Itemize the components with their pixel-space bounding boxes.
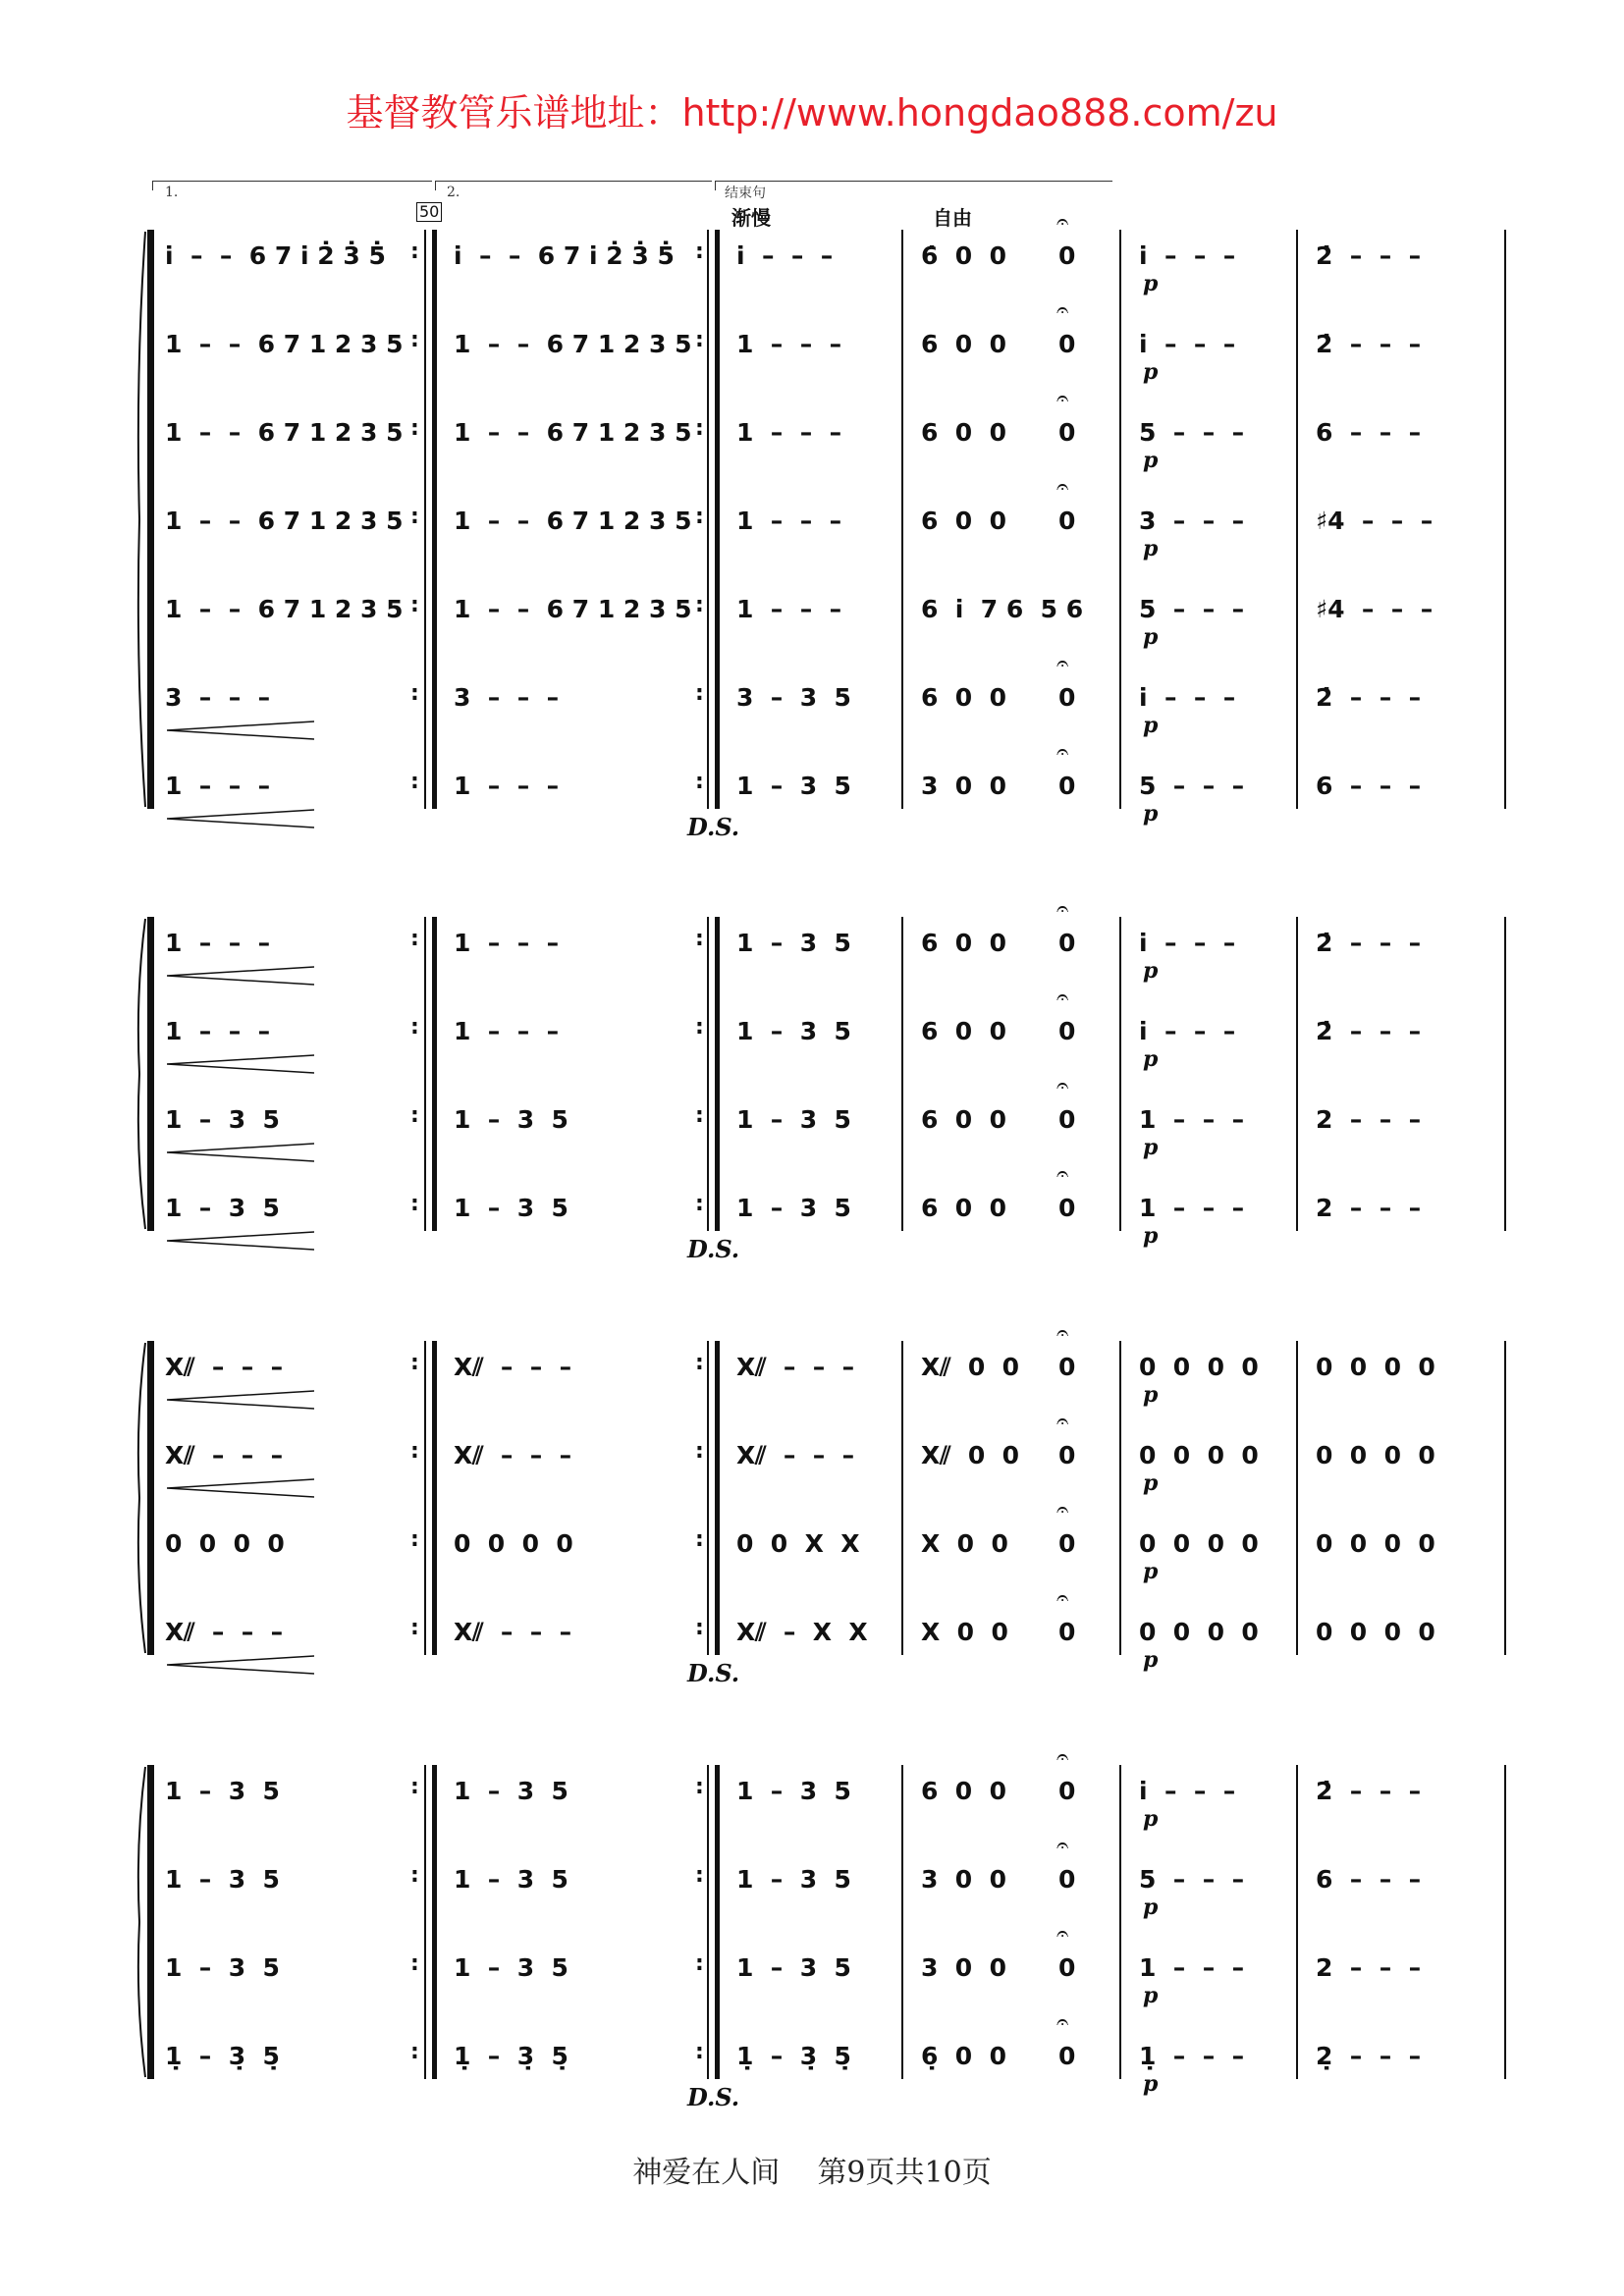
repeat-dots: : (410, 1439, 419, 1464)
repeat-dots: : (410, 1863, 419, 1888)
ending-1-label: 1. (165, 185, 179, 200)
note-cell: 3 0 0 (921, 772, 1006, 800)
fermata-icon: 𝄐 (1056, 986, 1069, 1010)
note-cell: 3 – – – (454, 683, 560, 712)
dynamic-p: p (1143, 1983, 1159, 2008)
note-cell: 0 0 0 0 (1139, 1441, 1259, 1469)
note-cell: 2̇ – – – (1316, 683, 1422, 712)
note-cell: 1 – – 6 7 1 2 3 5 (454, 418, 692, 447)
note-cell: 1 – 3 5 (165, 1865, 280, 1894)
note-cell: 1 – – – (736, 330, 842, 358)
note-cell: 1 – 3 5 (736, 772, 851, 800)
note-cell: 1 – 3 5 (165, 1953, 280, 1982)
crescendo-hairpin (167, 809, 314, 828)
note-cell: 1 – – 6 7 1 2 3 5 (454, 595, 692, 623)
barline (152, 230, 154, 809)
repeat-dots: : (695, 416, 704, 441)
barline (1296, 917, 1298, 1231)
note-cell: X⫽ – X X (736, 1618, 868, 1646)
fermata-note: 0 (1058, 1953, 1076, 1982)
fermata-note: 0 (1058, 1529, 1076, 1558)
note-cell: X⫽ – – – (454, 1618, 572, 1646)
note-cell: 1 – – – (1139, 1194, 1245, 1222)
fermata-note: 0 (1058, 929, 1076, 957)
note-cell: 0 0 0 0 (1139, 1618, 1259, 1646)
measure-number: 50 (416, 202, 442, 222)
system-left-bar (147, 1341, 152, 1655)
tempo-free: 自由 (933, 206, 972, 230)
dynamic-p: p (1143, 2071, 1159, 2097)
dynamic-p: p (1143, 1895, 1159, 1920)
note-cell: 5 – – – (1139, 1865, 1245, 1894)
note-cell: 0 0 0 0 (165, 1529, 285, 1558)
repeat-dots: : (410, 927, 419, 951)
note-cell: 6 0 0 (921, 1105, 1006, 1134)
crescendo-hairpin (167, 721, 314, 740)
note-cell: 0 0 X X (736, 1529, 860, 1558)
note-cell: 1 – – 6 7 1 2 3 5 (165, 418, 404, 447)
note-cell: 0 0 0 0 (1139, 1529, 1259, 1558)
dynamic-p: p (1143, 1647, 1159, 1673)
note-cell: X⫽ – – – (165, 1618, 284, 1646)
dynamic-p: p (1143, 1559, 1159, 1584)
repeat-dots: : (695, 505, 704, 529)
repeat-dots: : (695, 1015, 704, 1040)
repeat-dots: : (695, 1192, 704, 1216)
barline (715, 230, 720, 809)
note-cell: 6 0 0 (921, 929, 1006, 957)
note-cell: 3 0 0 (921, 1865, 1006, 1894)
fermata-note: 0 (1058, 683, 1076, 712)
barline (152, 1765, 154, 2079)
note-cell: 1 – 3 5 (736, 929, 851, 957)
note-cell: X⫽ 0 0 (921, 1353, 1020, 1381)
footer-page: 第9页共10页 (817, 2156, 992, 2190)
barline (901, 230, 903, 809)
note-cell: 6 0 0 (921, 507, 1006, 535)
footer-title: 神爱在人间 (632, 2156, 781, 2190)
fermata-note: 0 (1058, 1194, 1076, 1222)
note-cell: 1 – 3 5 (454, 1105, 568, 1134)
repeat-dots: : (410, 1192, 419, 1216)
note-cell: 1 – 3 5 (454, 1953, 568, 1982)
note-cell: i̇ – – – (1139, 1017, 1236, 1045)
repeat-dots: : (695, 1863, 704, 1888)
note-cell: 6 – – – (1316, 418, 1422, 447)
barline (424, 1341, 426, 1655)
dynamic-p: p (1143, 536, 1159, 561)
note-cell: 2̣ – – – (1316, 2042, 1422, 2070)
ds-label: D.S. (687, 1659, 740, 1687)
barline (1119, 230, 1121, 809)
note-cell: X⫽ 0 0 (921, 1441, 1020, 1469)
note-cell: 1̣ – – – (1139, 2042, 1245, 2070)
dynamic-p: p (1143, 1382, 1159, 1408)
note-cell: 5 – – – (1139, 772, 1245, 800)
repeat-dots: : (410, 1616, 419, 1640)
fermata-note: 0 (1058, 1105, 1076, 1134)
barline (715, 917, 720, 1231)
system-left-bar (147, 917, 152, 1231)
repeat-dots: : (410, 416, 419, 441)
crescendo-hairpin (167, 1478, 314, 1498)
note-cell: 3 – – – (1139, 507, 1245, 535)
note-cell: 2̇ – – – (1316, 1017, 1422, 1045)
note-cell: ♯4 – – – (1316, 507, 1434, 535)
dynamic-p: p (1143, 359, 1159, 385)
repeat-dots: : (695, 1439, 704, 1464)
note-cell: 2 – – – (1316, 1953, 1422, 1982)
note-cell: 1 – 3 5 (736, 1105, 851, 1134)
system-left-bar (147, 230, 152, 809)
note-cell: 6 0 0 (921, 330, 1006, 358)
footer (0, 2148, 1624, 2191)
repeat-dots: : (695, 328, 704, 352)
fermata-note: 0 (1058, 1017, 1076, 1045)
barline (432, 1765, 437, 2079)
dynamic-p: p (1143, 1046, 1159, 1072)
repeat-dots: : (695, 770, 704, 794)
fermata-icon: 𝄐 (1056, 210, 1069, 235)
note-cell: 1 – 3 5 (454, 1194, 568, 1222)
note-cell: 1 – 3 5 (736, 1017, 851, 1045)
repeat-dots: : (410, 1527, 419, 1552)
dynamic-p: p (1143, 1470, 1159, 1496)
note-cell: 1 – – 6 7 1 2 3 5 (454, 330, 692, 358)
header-link[interactable]: 基督教管乐谱地址：http://www.hongdao888.com/zu (346, 91, 1278, 134)
note-cell: 1 – – – (165, 929, 271, 957)
repeat-dots: : (695, 681, 704, 706)
fermata-note: 0 (1058, 418, 1076, 447)
system-brace (132, 917, 147, 1231)
note-cell: 0 0 0 0 (1316, 1353, 1435, 1381)
fermata-note: 0 (1058, 1777, 1076, 1805)
barline (901, 917, 903, 1231)
repeat-dots: : (410, 770, 419, 794)
barline (1296, 1341, 1298, 1655)
fermata-icon: 𝄐 (1056, 2010, 1069, 2035)
note-cell: 1̣ – 3̣ 5̣ (454, 2042, 568, 2070)
barline (1119, 1765, 1121, 2079)
dynamic-p: p (1143, 624, 1159, 650)
crescendo-hairpin (167, 1143, 314, 1162)
repeat-dots: : (695, 1616, 704, 1640)
fermata-icon: 𝄐 (1056, 1321, 1069, 1346)
barline (707, 230, 709, 809)
note-cell: 1 – – 6 7 1 2 3 5 (165, 595, 404, 623)
note-cell: 1 – – – (1139, 1105, 1245, 1134)
note-cell: 1 – 3 5 (165, 1105, 280, 1134)
ds-label: D.S. (687, 813, 740, 841)
note-cell: X⫽ – – – (165, 1441, 284, 1469)
note-cell: 1̣ – 3̣ 5̣ (736, 2042, 851, 2070)
dynamic-p: p (1143, 1223, 1159, 1249)
barline (432, 1341, 437, 1655)
barline (901, 1765, 903, 2079)
barline (1296, 230, 1298, 809)
fermata-note: 0 (1058, 772, 1076, 800)
barline (707, 1765, 709, 2079)
fermata-note: 0 (1058, 1353, 1076, 1381)
barline (1296, 1765, 1298, 2079)
ds-label: D.S. (687, 1235, 740, 1263)
crescendo-hairpin (167, 966, 314, 986)
barline (1119, 917, 1121, 1231)
note-cell: i̇ – – – (1139, 683, 1236, 712)
note-cell: 6 – – – (1316, 1865, 1422, 1894)
dynamic-p: p (1143, 1135, 1159, 1160)
barline (901, 1341, 903, 1655)
fermata-icon: 𝄐 (1056, 1410, 1069, 1434)
note-cell: 0 0 0 0 (1139, 1353, 1259, 1381)
barline (1119, 1341, 1121, 1655)
fermata-note: 0 (1058, 1441, 1076, 1469)
note-cell: 0 0 0 0 (1316, 1529, 1435, 1558)
note-cell: i̇ – – – (1139, 241, 1236, 270)
fermata-icon: 𝄐 (1056, 1586, 1069, 1611)
repeat-dots: : (410, 593, 419, 617)
note-cell: i̇ – – – (1139, 1777, 1236, 1805)
fermata-icon: 𝄐 (1056, 652, 1069, 676)
note-cell: X⫽ – – – (454, 1353, 572, 1381)
barline (715, 1765, 720, 2079)
system-brace (132, 1765, 147, 2079)
note-cell: 1 – 3 5 (736, 1777, 851, 1805)
fermata-icon: 𝄐 (1056, 1922, 1069, 1947)
note-cell: 3 0 0 (921, 1953, 1006, 1982)
ds-label: D.S. (687, 2083, 740, 2111)
fermata-icon: 𝄐 (1056, 298, 1069, 323)
dynamic-p: p (1143, 271, 1159, 296)
repeat-dots: : (695, 2040, 704, 2064)
note-cell: 1 – 3 5 (454, 1777, 568, 1805)
note-cell: 6̣ 0 0 (921, 2042, 1006, 2070)
fermata-icon: 𝄐 (1056, 475, 1069, 500)
note-cell: i̇ – – 6 7 i̇ 2̇ 3̇ 5̇ (454, 241, 675, 270)
note-cell: 6 – – – (1316, 772, 1422, 800)
note-cell: 2̇ – – – (1316, 241, 1422, 270)
fermata-note: 0 (1058, 330, 1076, 358)
fermata-icon: 𝄐 (1056, 1745, 1069, 1770)
dynamic-p: p (1143, 448, 1159, 473)
repeat-dots: : (410, 240, 419, 264)
note-cell: 1 – 3 5 (736, 1865, 851, 1894)
repeat-dots: : (695, 1527, 704, 1552)
note-cell: X⫽ – – – (736, 1353, 855, 1381)
barline (432, 230, 437, 809)
barline (152, 917, 154, 1231)
fermata-note: 0 (1058, 2042, 1076, 2070)
barline (715, 1341, 720, 1655)
note-cell: 1 – – – (165, 1017, 271, 1045)
repeat-dots: : (695, 927, 704, 951)
note-cell: 1 – 3 5 (165, 1777, 280, 1805)
fermata-icon: 𝄐 (1056, 897, 1069, 922)
barline (1504, 917, 1506, 1231)
crescendo-hairpin (167, 1231, 314, 1251)
note-cell: i̇ – – – (1139, 330, 1236, 358)
fermata-icon: 𝄐 (1056, 1074, 1069, 1098)
note-cell: 2 – – – (1316, 1105, 1422, 1134)
system-brace (132, 230, 147, 809)
dynamic-p: p (1143, 801, 1159, 827)
note-cell: X⫽ – – – (454, 1441, 572, 1469)
note-cell: ♯4 – – – (1316, 595, 1434, 623)
fermata-note: 0 (1058, 241, 1076, 270)
fermata-note: 0 (1058, 1865, 1076, 1894)
note-cell: 1 – 3 5 (736, 1194, 851, 1222)
crescendo-hairpin (167, 1390, 314, 1410)
fermata-icon: 𝄐 (1056, 1498, 1069, 1522)
fermata-note: 0 (1058, 1618, 1076, 1646)
crescendo-hairpin (167, 1054, 314, 1074)
note-cell: 1 – – 6 7 1 2 3 5 (165, 330, 404, 358)
note-cell: 1 – – – (736, 507, 842, 535)
note-cell: X 0 0 (921, 1529, 1008, 1558)
barline (424, 230, 426, 809)
barline (707, 1341, 709, 1655)
repeat-dots: : (695, 593, 704, 617)
note-cell: 6̇ 0 0 (921, 241, 1006, 270)
note-cell: 6 0 0 (921, 1777, 1006, 1805)
note-cell: 1 – – – (736, 418, 842, 447)
fermata-icon: 𝄐 (1056, 1162, 1069, 1187)
note-cell: X 0 0 (921, 1618, 1008, 1646)
note-cell: X⫽ – – – (736, 1441, 855, 1469)
tempo-rit: 渐慢 (731, 206, 771, 230)
note-cell: 3 – – – (165, 683, 271, 712)
note-cell: 3 – 3 5 (736, 683, 851, 712)
system-brace (132, 1341, 147, 1655)
fermata-note: 0 (1058, 507, 1076, 535)
note-cell: 6 i̇ 7 6 5 6 (921, 595, 1084, 623)
repeat-dots: : (410, 1103, 419, 1128)
fermata-icon: 𝄐 (1056, 1834, 1069, 1858)
note-cell: i̇ – – 6 7 i̇ 2̇ 3̇ 5̇ (165, 241, 386, 270)
note-cell: i̇ – – – (1139, 929, 1236, 957)
repeat-dots: : (695, 1951, 704, 1976)
note-cell: 1 – – 6 7 1 2 3 5 (165, 507, 404, 535)
note-cell: 1 – – – (736, 595, 842, 623)
note-cell: 1 – – – (454, 772, 560, 800)
note-cell: 2̇ – – – (1316, 929, 1422, 957)
note-cell: 0 0 0 0 (1316, 1618, 1435, 1646)
repeat-dots: : (410, 1015, 419, 1040)
barline (152, 1341, 154, 1655)
note-cell: 0 0 0 0 (1316, 1441, 1435, 1469)
repeat-dots: : (695, 240, 704, 264)
ending-2-label: 2. (447, 185, 460, 200)
repeat-dots: : (410, 681, 419, 706)
repeat-dots: : (695, 1103, 704, 1128)
repeat-dots: : (410, 1351, 419, 1375)
note-cell: 6 0 0 (921, 683, 1006, 712)
note-cell: 1̣ – 3̣ 5̣ (165, 2042, 280, 2070)
note-cell: 1 – 3 5 (736, 1953, 851, 1982)
note-cell: 1 – – 6 7 1 2 3 5 (454, 507, 692, 535)
crescendo-hairpin (167, 1655, 314, 1675)
note-cell: X⫽ – – – (165, 1353, 284, 1381)
note-cell: 2̇ – – – (1316, 330, 1422, 358)
note-cell: 1 – – – (454, 929, 560, 957)
note-cell: 0 0 0 0 (454, 1529, 573, 1558)
note-cell: 2̇ – – – (1316, 1777, 1422, 1805)
barline (1504, 230, 1506, 809)
barline (424, 1765, 426, 2079)
note-cell: 1 – 3 5 (454, 1865, 568, 1894)
repeat-dots: : (410, 328, 419, 352)
note-cell: 1 – 3 5 (165, 1194, 280, 1222)
note-cell: 6 0 0 (921, 1017, 1006, 1045)
note-cell: 1 – – – (1139, 1953, 1245, 1982)
barline (707, 917, 709, 1231)
barline (432, 917, 437, 1231)
coda-label: 结束句 (725, 186, 766, 201)
repeat-dots: : (410, 1775, 419, 1799)
note-cell: 2 – – – (1316, 1194, 1422, 1222)
dynamic-p: p (1143, 713, 1159, 738)
note-cell: 5 – – – (1139, 418, 1245, 447)
barline (1504, 1341, 1506, 1655)
system-left-bar (147, 1765, 152, 2079)
fermata-icon: 𝄐 (1056, 740, 1069, 765)
note-cell: 6 0 0 (921, 418, 1006, 447)
repeat-dots: : (695, 1775, 704, 1799)
dynamic-p: p (1143, 1806, 1159, 1832)
note-cell: 6 0 0 (921, 1194, 1006, 1222)
repeat-dots: : (410, 2040, 419, 2064)
fermata-icon: 𝄐 (1056, 387, 1069, 411)
note-cell: 1 – – – (165, 772, 271, 800)
repeat-dots: : (410, 505, 419, 529)
dynamic-p: p (1143, 958, 1159, 984)
repeat-dots: : (410, 1951, 419, 1976)
note-cell: 1 – – – (454, 1017, 560, 1045)
note-cell: 5 – – – (1139, 595, 1245, 623)
barline (424, 917, 426, 1231)
repeat-dots: : (695, 1351, 704, 1375)
note-cell: i̇ – – – (736, 241, 834, 270)
barline (1504, 1765, 1506, 2079)
